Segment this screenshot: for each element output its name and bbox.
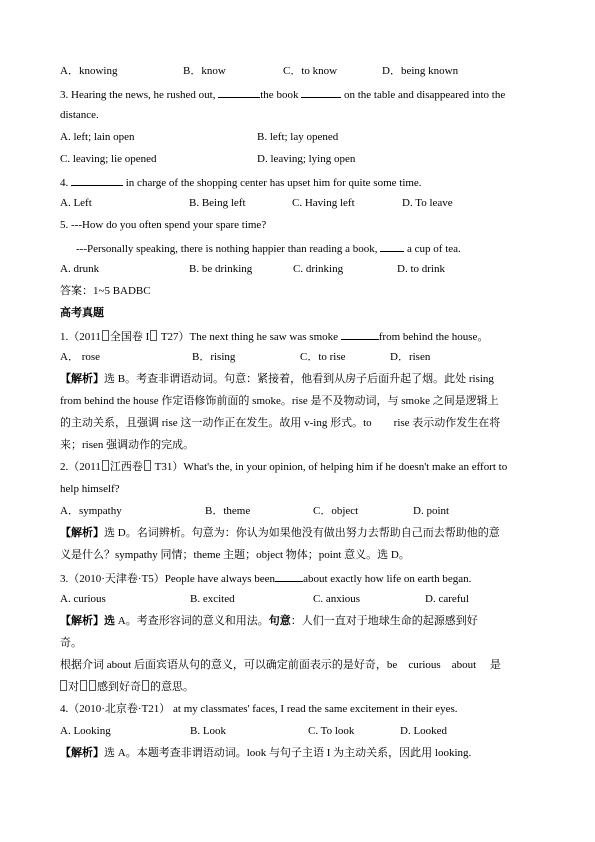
option-c: C．to rise <box>300 351 346 363</box>
option-a: A. curious <box>60 593 106 605</box>
g1-stem: 1.（2011 全国卷 I T27）The next thing he saw was smoke from behind the house。 <box>60 328 488 344</box>
option-c: C. Having left <box>292 197 355 209</box>
option-a: A． rose <box>60 351 101 363</box>
g3-explanation-3: 根据介词 about 后面宾语从句的意义，可以确定前面表示的是好奇，be curious about 是 <box>60 659 501 671</box>
g4-explanation-1: 【解析】选 A。本题考查非谓语动词。look 与句子主语 I 为主动关系，因此用 looking. <box>60 747 472 759</box>
blank <box>341 328 379 340</box>
blank <box>275 570 303 582</box>
g3-explanation-1: 【解析】选 A。考查形容词的意义和用法。句意：人们一直对于地球生命的起源感到好 <box>60 615 478 627</box>
option-c: C. drinking <box>293 263 344 275</box>
option-d: D. To leave <box>402 197 453 209</box>
option-c: C. leaving; lie opened <box>60 153 157 165</box>
g4-stem: 4.（2010·北京卷·T21） at my classmates' faces, I read the same excitement in their eyes. <box>60 703 458 715</box>
g2-explanation-1: 【解析】选 D。名词辨析。句意为：你认为如果他没有做出努力去帮助自己而去帮助他的意 <box>60 527 500 539</box>
g2-stem: 2.（2011 江西卷 T31）What's the, in your opinion, of helping him if he doesn't make an effort to <box>60 461 508 473</box>
missing-glyph-icon <box>142 680 149 691</box>
section-title: 高考真题 <box>60 307 104 319</box>
g1-explanation-3: 的主动关系，且强调 rise 这一动作正在发生。故用 v-ing 形式。to rise 表示动作发生在将 <box>60 417 501 429</box>
missing-glyph-icon <box>60 680 67 691</box>
option-b: B．theme <box>205 505 251 517</box>
option-b: B. Look <box>190 725 227 737</box>
option-c: C．to know <box>283 65 338 77</box>
missing-glyph-icon <box>102 330 109 341</box>
g1-explanation-4: 来；risen 强调动作的完成。 <box>60 439 195 451</box>
blank <box>71 174 123 186</box>
option-d: D. careful <box>425 593 469 605</box>
option-b: B. left; lay opened <box>257 131 339 143</box>
option-d: D．risen <box>390 351 431 363</box>
option-c: C. anxious <box>313 593 361 605</box>
option-b: B．know <box>183 65 226 77</box>
g3-explanation-2: 奇。 <box>60 637 82 649</box>
answer-key: 答案：1~5 BADBC <box>60 285 151 297</box>
option-d: D. to drink <box>397 263 445 275</box>
missing-glyph-icon <box>89 680 96 691</box>
option-d: D. leaving; lying open <box>257 153 356 165</box>
missing-glyph-icon <box>102 460 109 471</box>
blank <box>301 86 341 98</box>
option-a: A. Looking <box>60 725 111 737</box>
option-c: C. To look <box>308 725 355 737</box>
g1-explanation-1: 【解析】选 B。考查非谓语动词。句意：紧接着，他看到从房子后面升起了烟。此处 rising <box>60 373 494 385</box>
missing-glyph-icon <box>80 680 87 691</box>
blank <box>380 240 404 252</box>
g3-explanation-4: 对 感到好奇 的意思。 <box>60 680 194 694</box>
missing-glyph-icon <box>144 460 151 471</box>
option-d: D. Looked <box>400 725 448 737</box>
missing-glyph-icon <box>150 330 157 341</box>
q3-stem-line2: distance. <box>60 109 99 121</box>
option-b: B．rising <box>192 351 236 363</box>
g2-explanation-2: 义是什么？sympathy 同情；theme 主题；object 物体；point 意义。选 D。 <box>60 549 410 561</box>
option-a: A．sympathy <box>60 505 122 517</box>
g3-stem: 3.（2010·天津卷·T5）People have always been about exactly how life on earth began. <box>60 570 471 586</box>
option-d: D. point <box>413 505 450 517</box>
q4-stem: 4. in charge of the shopping center has upset him for quite some time. <box>60 174 422 190</box>
option-b: B. be drinking <box>189 263 253 275</box>
g1-explanation-2: from behind the house 作定语修饰前面的 smoke。rise 是不及物动词，与 smoke 之间是逻辑上 <box>60 395 499 407</box>
option-b: B. excited <box>190 593 235 605</box>
q5-stem: 5. ---How do you often spend your spare time? <box>60 219 267 231</box>
option-a: A. left; lain open <box>60 131 135 143</box>
q3-stem: 3. Hearing the news, he rushed out, the book on the table and disappeared into the <box>60 86 505 102</box>
option-a: A．knowing <box>60 65 118 77</box>
g2-stem-line2: help himself? <box>60 483 120 495</box>
q5-stem-line2: ---Personally speaking, there is nothing happier than reading a book, a cup of tea. <box>76 240 461 256</box>
option-c: C．object <box>313 505 359 517</box>
option-d: D．being known <box>382 65 459 77</box>
option-a: A. drunk <box>60 263 100 275</box>
blank <box>218 86 260 98</box>
option-a: A. Left <box>60 197 92 209</box>
option-b: B. Being left <box>189 197 246 209</box>
